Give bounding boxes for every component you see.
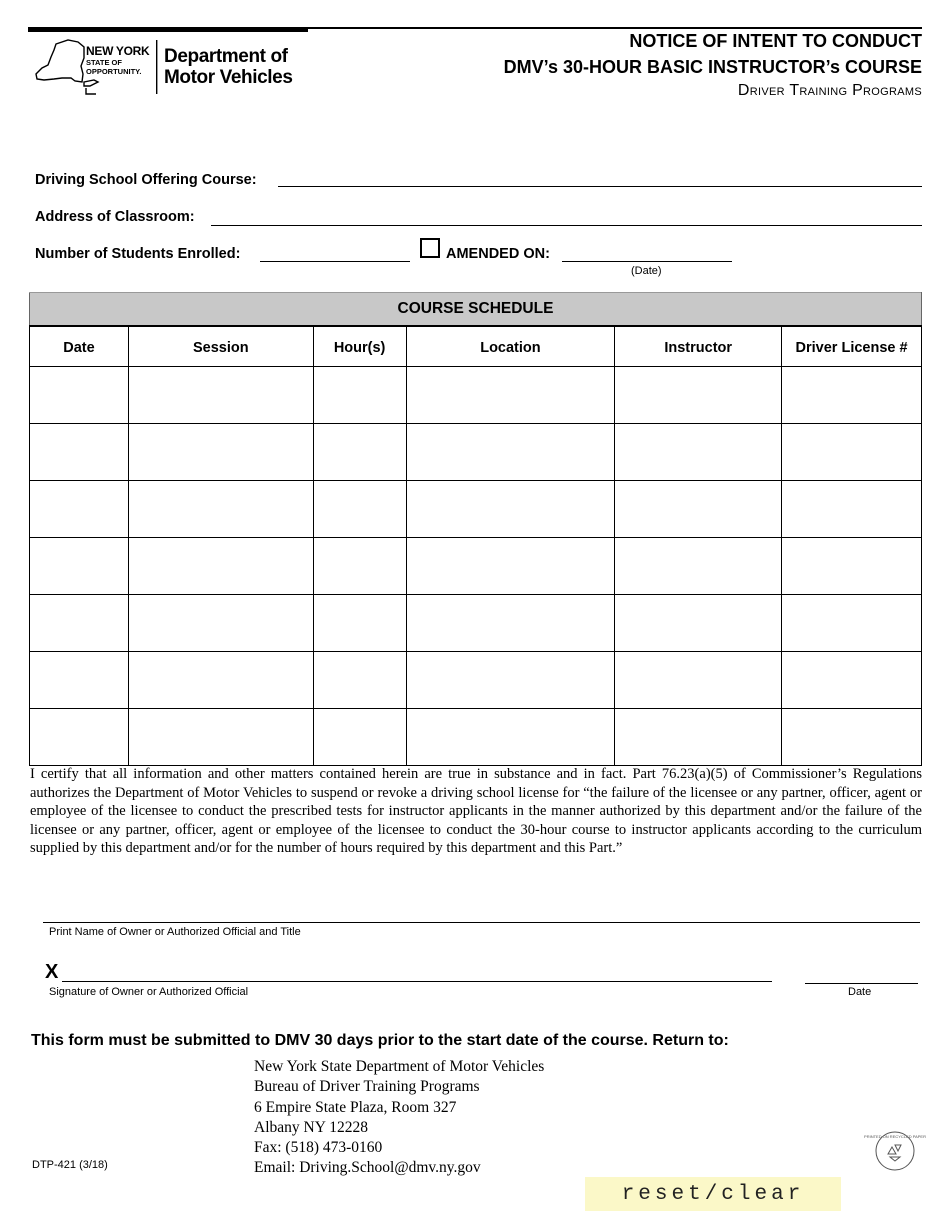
table-row	[30, 424, 922, 481]
table-cell-input[interactable]	[313, 652, 406, 709]
table-cell-input[interactable]	[782, 481, 922, 538]
nys-dmv-logo	[34, 38, 314, 98]
students-label: Number of Students Enrolled:	[35, 246, 241, 262]
school-label: Driving School Offering Course:	[35, 172, 257, 188]
column-header: Session	[128, 326, 313, 367]
table-cell-input[interactable]	[128, 652, 313, 709]
table-cell-input[interactable]	[128, 481, 313, 538]
return-address	[254, 1057, 544, 1179]
table-cell-input[interactable]	[30, 481, 129, 538]
table-cell-input[interactable]	[128, 595, 313, 652]
table-cell-input[interactable]	[313, 709, 406, 766]
table-cell-input[interactable]	[30, 424, 129, 481]
table-cell-input[interactable]	[30, 652, 129, 709]
table-cell-input[interactable]	[30, 367, 129, 424]
column-header: Location	[406, 326, 615, 367]
certification-text: I certify that all information and other matters contained herein are true in substance and in fact. Part 76.23(a)(5) of Commissioner’s Regulations authorizes the Department of Motor Vehicles to suspend or revoke a driving school license for “the failure of the licensee or any partner, officer, agent or employee of the licensee to conduct the prescribed tests for instructor applicants in the manner authorized by this department and/or the failure of the licensee or any partner, officer, agent or employee of the licensee to conduct the 30-hour course to instructor applicants according to the curriculum supplied by this department and/or for the number of hours required by this department and this Part.”	[30, 766, 922, 856]
column-header: Date	[30, 326, 129, 367]
table-cell-input[interactable]	[782, 595, 922, 652]
table-cell-input[interactable]	[313, 481, 406, 538]
signature-caption: Signature of Owner or Authorized Official	[49, 986, 249, 998]
table-cell-input[interactable]	[313, 538, 406, 595]
logo-tagline-1: STATE OF	[86, 58, 122, 67]
table-cell-input[interactable]	[313, 595, 406, 652]
table-cell-input[interactable]	[30, 538, 129, 595]
table-cell-input[interactable]	[128, 709, 313, 766]
table-cell-input[interactable]	[406, 424, 615, 481]
logo-state: NEW YORK	[86, 44, 150, 58]
header-rule-thick	[28, 27, 308, 32]
table-cell-input[interactable]	[30, 709, 129, 766]
table-cell-input[interactable]	[782, 424, 922, 481]
column-header: Instructor	[615, 326, 782, 367]
table-cell-input[interactable]	[406, 367, 615, 424]
table-cell-input[interactable]	[313, 424, 406, 481]
address-line: Fax: (518) 473-0160	[254, 1139, 383, 1157]
address-line: Email: Driving.School@dmv.ny.gov	[254, 1159, 481, 1177]
table-cell-input[interactable]	[406, 709, 615, 766]
print-name-input[interactable]	[43, 922, 920, 923]
address-label: Address of Classroom:	[35, 209, 195, 225]
amended-date-caption: (Date)	[631, 265, 662, 277]
recycle-text: PRINTED ON RECYCLED PAPER	[864, 1134, 926, 1139]
table-cell-input[interactable]	[615, 709, 782, 766]
table-row	[30, 595, 922, 652]
schedule-header-row	[30, 326, 922, 367]
logo-dept-2: Motor Vehicles	[164, 67, 293, 88]
table-row	[30, 481, 922, 538]
table-cell-input[interactable]	[128, 424, 313, 481]
address-input[interactable]	[211, 225, 922, 226]
print-name-caption: Print Name of Owner or Authorized Official and Title	[49, 926, 301, 938]
table-cell-input[interactable]	[782, 709, 922, 766]
logo-tagline-2: OPPORTUNITY.	[86, 67, 142, 76]
course-schedule-table	[29, 292, 922, 766]
header-rule-thin	[308, 27, 922, 29]
signature-input[interactable]	[62, 981, 772, 982]
form-title-line1: NOTICE OF INTENT TO CONDUCT	[629, 31, 922, 51]
table-cell-input[interactable]	[615, 367, 782, 424]
table-cell-input[interactable]	[615, 595, 782, 652]
amended-checkbox[interactable]	[420, 238, 440, 258]
table-cell-input[interactable]	[30, 595, 129, 652]
table-cell-input[interactable]	[782, 538, 922, 595]
table-cell-input[interactable]	[782, 367, 922, 424]
form-subtitle: Driver Training Programs	[737, 82, 922, 99]
column-header: Driver License #	[782, 326, 922, 367]
table-cell-input[interactable]	[406, 652, 615, 709]
amended-label: AMENDED ON:	[446, 246, 550, 262]
table-row	[30, 709, 922, 766]
signature-date-input[interactable]	[805, 983, 918, 984]
form-title-line2: DMV’s 30-HOUR BASIC INSTRUCTOR’s COURSE	[503, 57, 922, 77]
table-cell-input[interactable]	[615, 424, 782, 481]
reset-clear-button[interactable]: reset/clear	[585, 1177, 841, 1211]
table-cell-input[interactable]	[406, 595, 615, 652]
column-header: Hour(s)	[313, 326, 406, 367]
school-input[interactable]	[278, 186, 922, 187]
signature-date-caption: Date	[848, 986, 872, 998]
submission-instruction: This form must be submitted to DMV 30 days prior to the start date of the course. Return to:	[31, 1032, 729, 1049]
table-cell-input[interactable]	[615, 538, 782, 595]
schedule-caption: COURSE SCHEDULE	[30, 293, 922, 327]
address-line: Bureau of Driver Training Programs	[254, 1078, 480, 1096]
table-cell-input[interactable]	[406, 481, 615, 538]
address-line: 6 Empire State Plaza, Room 327	[254, 1098, 457, 1116]
table-row	[30, 367, 922, 424]
address-line: Albany NY 12228	[254, 1118, 368, 1136]
table-row	[30, 652, 922, 709]
table-cell-input[interactable]	[128, 367, 313, 424]
students-input[interactable]	[260, 261, 410, 262]
table-row	[30, 538, 922, 595]
table-cell-input[interactable]	[406, 538, 615, 595]
recycle-icon	[864, 1130, 926, 1172]
table-cell-input[interactable]	[782, 652, 922, 709]
table-cell-input[interactable]	[615, 652, 782, 709]
table-cell-input[interactable]	[615, 481, 782, 538]
address-line: New York State Department of Motor Vehicles	[254, 1058, 545, 1075]
amended-date-input[interactable]	[562, 261, 732, 262]
logo-dept-1: Department of	[164, 46, 288, 67]
form-number: DTP-421 (3/18)	[32, 1159, 108, 1171]
table-cell-input[interactable]	[128, 538, 313, 595]
signature-x-mark: X	[45, 961, 59, 983]
table-cell-input[interactable]	[313, 367, 406, 424]
